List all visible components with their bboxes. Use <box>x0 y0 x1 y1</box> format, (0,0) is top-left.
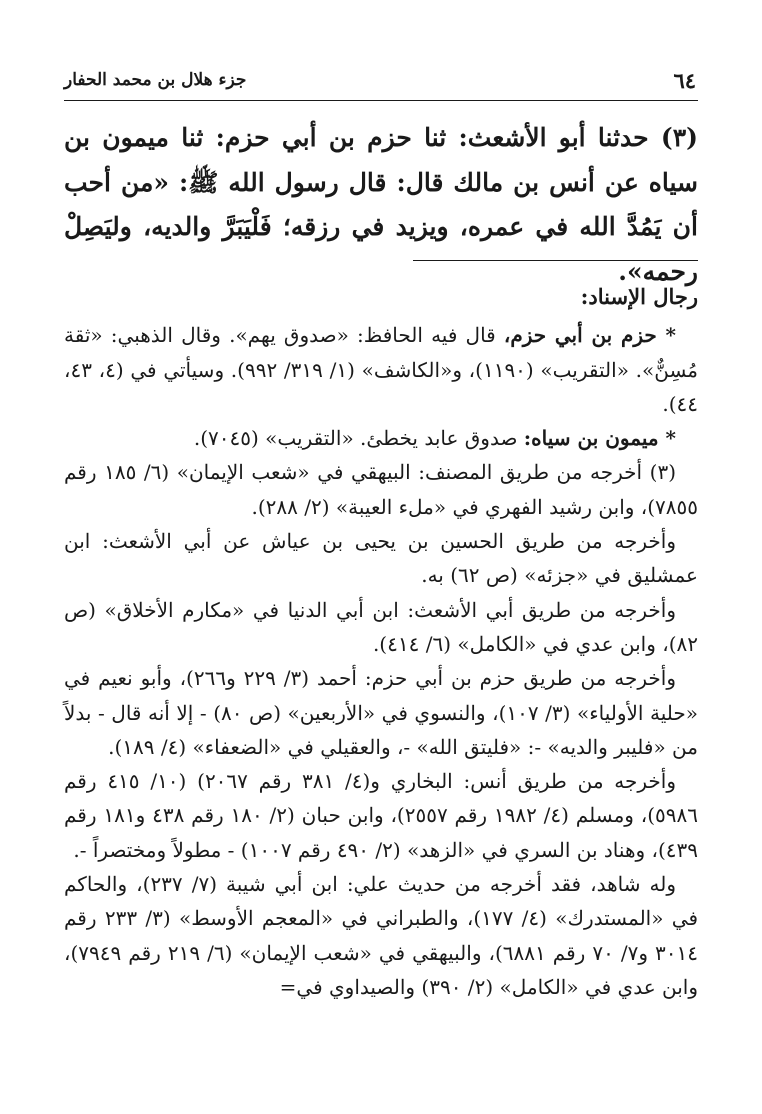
book-title: جزء هلال بن محمد الحفار <box>64 70 247 90</box>
takhrij-paragraph: وأخرجه من طريق أبي الأشعث: ابن أبي الدنيا في «مكارم الأخلاق» (ص ٨٢)، وابن عدي في «الكامل» (٦/ ٤١٤). <box>64 597 698 656</box>
narrator-note <box>64 421 698 455</box>
takhrij-paragraph: وأخرجه من طريق حزم بن أبي حزم: أحمد (٣/ ٢٢٩ و٢٦٦)، وأبو نعيم في «حلية الأولياء» (٣/ ١٠٧)، والنسوي في «الأربعين» (ص ٨٠) - إلا أنه قال - بدلاً من «فليبر والديه» -: «فليتق الله» -، والعقيلي في «الضعفاء» (٤/ ١٨٩). <box>64 666 698 759</box>
footnote-separator <box>413 260 698 261</box>
takhrij-paragraph: وأخرجه من طريق الحسين بن يحيى بن عياش عن أبي الأشعث: ابن عمشليق في «جزئه» (ص ٦٢) به. <box>64 529 698 588</box>
footnotes-section <box>64 280 698 1004</box>
takhrij-paragraph: (٣) أخرجه من طريق المصنف: البيهقي في «شعب الإيمان» (٦/ ١٨٥ رقم ٧٨٥٥)، وابن رشيد الفهري في «ملء العيبة» (٢/ ٢٨٨). <box>64 460 698 519</box>
hadith-paragraph <box>64 116 698 294</box>
running-header <box>64 66 698 101</box>
narrator-note <box>64 318 698 421</box>
hadith-text <box>64 116 698 294</box>
narrator-name: * ميمون بن سياه: <box>523 426 676 451</box>
takhrij-paragraph: وأخرجه من طريق أنس: البخاري و(٤/ ٣٨١ رقم ٢٠٦٧) (١٠/ ٤١٥ رقم ٥٩٨٦)، ومسلم (٤/ ١٩٨٢ رقم ٢٥٥٧)، وابن حبان (٢/ ١٨٠ رقم ٤٣٨ و١٨١ رقم ٤٣٩)، وهناد بن السري في «الزهد» (٢/ ٤٩٠ رقم ١٠٠٧) - مطولاً ومختصراً -. <box>64 769 698 862</box>
narrator-note-text: صدوق عابد يخطئ. «التقريب» (٧٠٤٥). <box>193 426 524 451</box>
hadith-matn: «من أحب أن يَمُدَّ الله في عمره، ويزيد في رزقه؛ فَلْيَبَرَّ والديه، وليَصِلْ رحمه». <box>64 167 698 286</box>
hadith-isnad: (٣) حدثنا أبو الأشعث: ثنا حزم بن أبي حزم: ثنا ميمون بن سياه عن أنس بن مالك قال: قال رسول الله ﷺ: <box>64 123 698 197</box>
narrator-name: * حزم بن أبي حزم، <box>503 323 676 348</box>
page-number: ٦٤ <box>673 68 696 93</box>
notes-heading: رجال الإسناد: <box>580 284 698 309</box>
narrator-note-text: قال فيه الحافظ: «صدوق يهم». وقال الذهبي: «ثقة مُسِنٌّ». «التقريب» (١١٩٠)، و«الكاشف» (١/ ٣١٩/ ٩٩٢). وسيأتي في (٤، ٤٣، ٤٤). <box>64 323 699 416</box>
takhrij-paragraph: وله شاهد، فقد أخرجه من حديث علي: ابن أبي شيبة (٧/ ٢٣٧)، والحاكم في «المستدرك» (٤/ ١٧٧)، والطبراني في «المعجم الأوسط» (٣/ ٢٣٣ رقم ٣٠١٤ و٧/ ٧٠ رقم ٦٨٨١)، والبيهقي في «شعب الإيمان» (٦/ ٢١٩ رقم ٧٩٤٩)، وابن عدي في «الكامل» (٢/ ٣٩٠) والصيداوي في= <box>64 872 699 999</box>
